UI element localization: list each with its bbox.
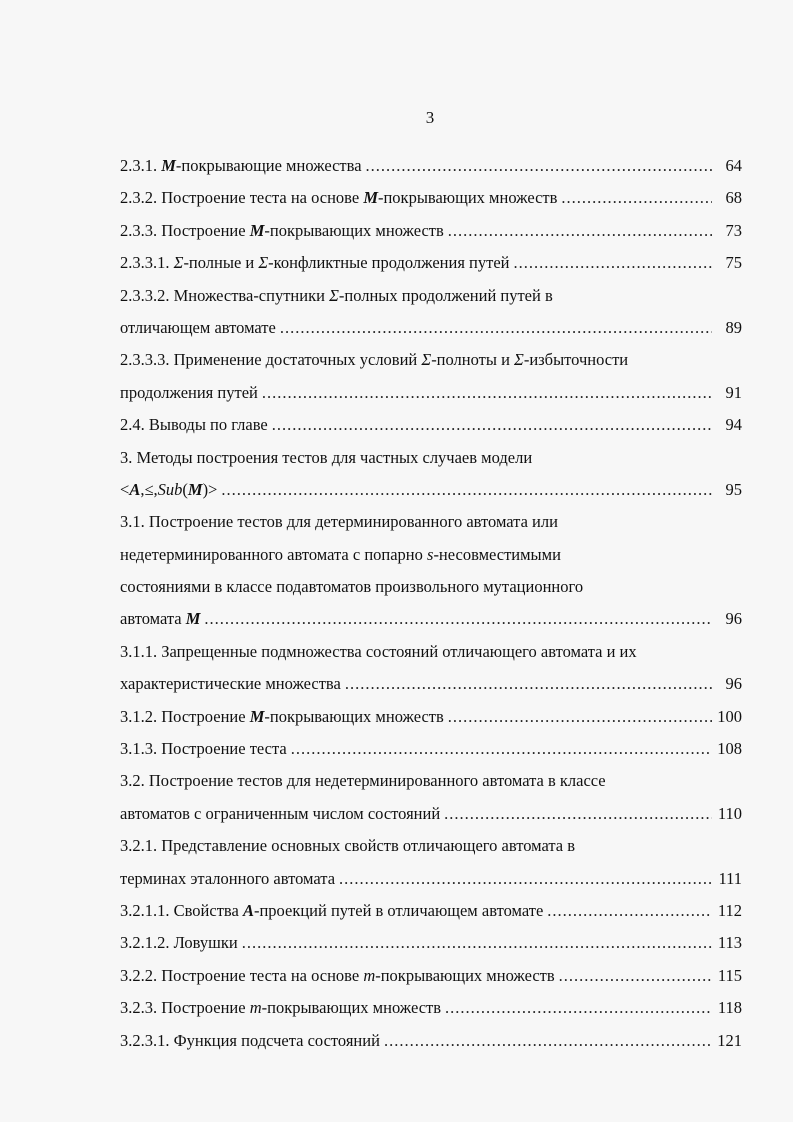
dot-leader (445, 992, 712, 1024)
toc-page-number: 115 (717, 965, 742, 985)
dot-leader (366, 150, 712, 182)
toc-text-run: 3.2. Построение тестов для недетерминированного автомата в классе (120, 771, 606, 791)
toc-entry-title (120, 668, 341, 700)
toc-line (120, 798, 742, 830)
dot-leader (272, 409, 712, 441)
toc-text-run: 2.4. Выводы по главе (120, 415, 268, 435)
toc-page-number: 95 (725, 479, 742, 499)
toc-line (120, 377, 742, 409)
toc-text-run: 2.3.1. (120, 156, 162, 175)
toc-text-run: 3.2.3.1. Функция подсчета состояний (120, 1030, 380, 1050)
toc-page-number: 108 (717, 739, 742, 759)
toc-entry-title (120, 312, 276, 344)
toc-text-run: m (249, 998, 262, 1018)
toc-line (120, 312, 742, 344)
toc-text-run: -покрывающие множества (175, 156, 362, 175)
toc-entry-title (120, 765, 606, 797)
toc-text-run: терминах эталонного автомата (120, 868, 336, 888)
toc-line (120, 247, 742, 279)
toc-line (120, 344, 742, 376)
toc-text-run: 3.1. Построение тестов для детерминированного автомата или (120, 512, 558, 532)
toc-text-run: -покрывающих множеств (264, 706, 444, 726)
toc-text-run: автомата (120, 609, 186, 629)
toc-entry-title (120, 895, 543, 927)
toc-line (120, 409, 742, 441)
toc-line (120, 701, 742, 733)
dot-leader (559, 960, 712, 992)
toc-text-run: 3.1.2. Построение (120, 706, 250, 726)
toc-page-number: 73 (725, 220, 742, 240)
toc-page-number: 111 (718, 868, 742, 888)
toc-text-run: Σ (258, 253, 269, 273)
toc-text-run: 2.3.3.2. Множества-спутники (120, 285, 330, 305)
dot-leader (561, 182, 712, 214)
toc-text-run: 2.3.3. Построение (120, 220, 250, 240)
toc-entry-title (120, 830, 575, 862)
toc-page-number: 89 (725, 317, 742, 337)
toc-text-run: -покрывающих множеств (261, 998, 442, 1018)
dot-leader (384, 1025, 712, 1057)
toc-text-run: 3.2.1. Представление основных свойств отличающего автомата в (120, 836, 576, 856)
dot-leader (448, 701, 712, 733)
dot-leader (221, 474, 712, 506)
toc-text-run: Σ (514, 350, 524, 370)
toc-entry-title (120, 377, 258, 409)
toc-text-run: 2.3.2. Построение теста на основе (120, 188, 364, 208)
toc-entry-title (120, 280, 553, 312)
toc-text-run: Σ (329, 285, 339, 305)
toc-entry-title (120, 992, 441, 1024)
toc-text-run: -проекций путей в отличающем автомате (253, 900, 544, 920)
dot-leader (280, 312, 712, 344)
toc-text-run: -покрывающих множеств (264, 220, 444, 240)
toc-line (120, 733, 742, 765)
toc-text-run: M (187, 479, 203, 499)
toc-page-number: 121 (717, 1030, 742, 1050)
dot-leader (262, 377, 712, 409)
toc-text-run: -полных продолжений путей в (338, 285, 553, 305)
toc-page-number: 112 (717, 900, 742, 920)
toc-entry-title (120, 182, 557, 214)
toc-entry-title (120, 1025, 380, 1057)
toc-entry-title (120, 571, 583, 603)
toc-line (120, 150, 742, 182)
toc-line (120, 182, 742, 214)
toc-text-run: ( (182, 479, 188, 499)
toc-text-run: A (242, 900, 254, 920)
toc-text-run: m (363, 965, 376, 985)
toc-page-number: 113 (717, 933, 742, 953)
toc-page-number: 96 (725, 674, 742, 694)
toc-page-number: 68 (725, 188, 742, 208)
toc-entry-title (120, 344, 628, 376)
toc-text-run: < (120, 479, 130, 499)
toc-text-run: 2.3.3.3. Применение достаточных условий (120, 350, 422, 370)
toc-text-run: 3.2.2. Построение теста на основе (120, 965, 364, 985)
toc-text-run: состояниями в классе подавтоматов произвольного мутационного (120, 577, 584, 597)
toc-entry-title (120, 150, 362, 182)
toc-entry-title (120, 603, 200, 635)
toc-line (120, 668, 742, 700)
dot-leader (339, 863, 712, 895)
dot-leader (547, 895, 712, 927)
toc-line (120, 571, 742, 603)
toc-text-run: Σ (173, 253, 184, 273)
toc-text-run: отличающем автомате (120, 317, 276, 337)
toc-page-number: 118 (717, 998, 742, 1018)
toc-line (120, 1025, 742, 1057)
toc-text-run: -покрывающих множеств (375, 965, 555, 985)
toc-text-run: 3.1.1. Запрещенные подмножества состояний отличающего автомата и их (120, 641, 637, 661)
toc-line (120, 539, 742, 571)
toc-page-number: 110 (717, 803, 742, 823)
toc-line (120, 603, 742, 635)
toc-entry-title (120, 960, 555, 992)
toc-line (120, 442, 742, 474)
toc-text-run: -несовместимыми (433, 544, 561, 564)
toc-page-number: 100 (717, 706, 742, 726)
toc-page-number: 64 (725, 156, 742, 175)
toc-text-run: 3.2.1.2. Ловушки (120, 933, 238, 953)
toc-line (120, 895, 742, 927)
toc-entry-title (120, 636, 637, 668)
toc-text-run: M (363, 188, 378, 208)
toc-line (120, 474, 742, 506)
toc-text-run: 2.3.3.1. (120, 253, 174, 273)
toc-entry-title (120, 409, 268, 441)
toc-text-run: Sub (157, 479, 183, 499)
dot-leader (513, 247, 712, 279)
toc-text-run: 3.2.1.1. Свойства (120, 900, 243, 920)
toc-text-run: s (427, 544, 434, 564)
toc-text-run: продолжения путей (120, 382, 258, 402)
toc-text-run: -покрывающих множеств (377, 188, 558, 208)
toc-text-run: M (249, 220, 265, 240)
toc-text-run: )> (202, 479, 218, 499)
toc-entry-title (120, 474, 217, 506)
toc-text-run: ,≤, (140, 479, 158, 499)
toc-entry-title (120, 733, 287, 765)
toc-text-run: -полные и (183, 253, 259, 273)
toc-text-run: 3. Методы построения тестов для частных случаев модели (120, 447, 533, 467)
toc-line (120, 863, 742, 895)
toc-text-run: M (185, 609, 201, 629)
toc-line (120, 960, 742, 992)
toc-text-run: автоматов с ограниченным числом состояний (120, 803, 441, 823)
toc-text-run: 3.2.3. Построение (120, 998, 250, 1018)
toc-page-number: 75 (725, 253, 742, 273)
toc-text-run: -полноты и (431, 350, 515, 370)
toc-page-number: 91 (725, 382, 742, 402)
toc-entry-title (120, 442, 532, 474)
dot-leader (242, 927, 712, 959)
toc-line (120, 215, 742, 247)
toc-line (120, 927, 742, 959)
dot-leader (291, 733, 712, 765)
toc-text-run: -конфликтные продолжения путей (268, 253, 510, 273)
toc-text-run: характеристические множества (120, 674, 341, 694)
toc-line (120, 280, 742, 312)
toc-text-run: -избыточности (523, 350, 629, 370)
toc-line (120, 636, 742, 668)
toc-text-run: Σ (421, 350, 432, 370)
toc-page-number: 94 (725, 415, 742, 435)
toc-line (120, 992, 742, 1024)
toc-entry-title (120, 215, 444, 247)
toc-line (120, 765, 742, 797)
dot-leader (444, 798, 712, 830)
toc-entry-title (120, 247, 509, 279)
toc-entry-title (120, 927, 238, 959)
toc-entry-title (120, 798, 440, 830)
toc-entry-title (120, 506, 558, 538)
toc-line (120, 830, 742, 862)
toc-text-run: M (161, 156, 176, 175)
toc-text-run: A (129, 479, 141, 499)
toc-text-run: 3.1.3. Построение теста (120, 739, 287, 759)
dot-leader (204, 603, 712, 635)
dot-leader (448, 215, 712, 247)
toc-line (120, 506, 742, 538)
dot-leader (345, 668, 712, 700)
toc-entry-title (120, 863, 335, 895)
table-of-contents (120, 150, 742, 1057)
toc-entry-title (120, 701, 444, 733)
toc-text-run: M (249, 706, 265, 726)
toc-entry-title (120, 539, 561, 571)
page-number: 3 (425, 108, 435, 127)
toc-page-number: 96 (725, 609, 742, 629)
toc-text-run: недетерминированного автомата с попарно (120, 544, 428, 564)
